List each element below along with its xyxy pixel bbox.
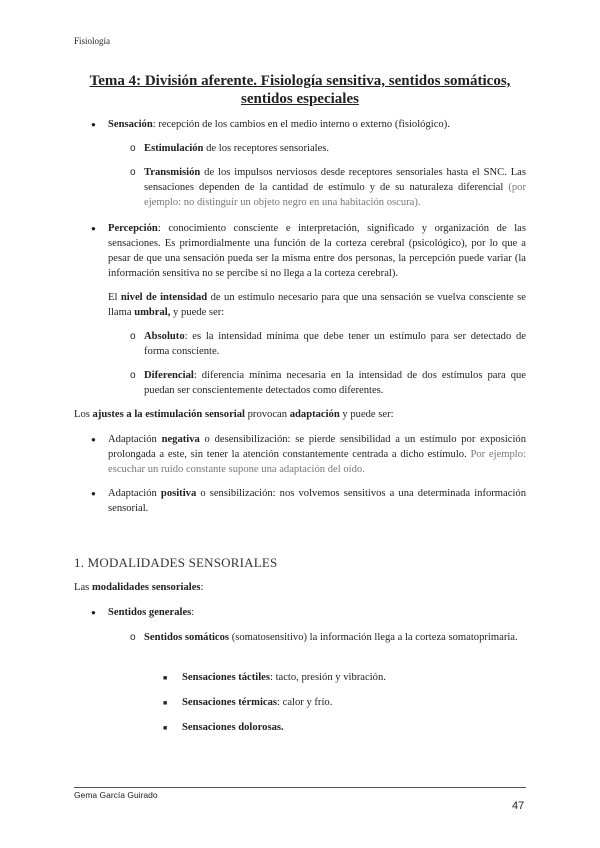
sensacion-paragraph: Sensación: recepción de los cambios en el medio interno o externo (fisiológico). [108, 119, 450, 130]
bullet-circle [130, 165, 136, 180]
transmision-item: Transmisión de los impulsos nerviosos desde receptores sensoriales hasta el SNC. Las sensaciones dependen de la cantidad de estímulo y de su naturaleza diferencial (por ejemplo: no distinguir un objeto negro en una habitación oscura). [144, 167, 526, 208]
page-number: 47 [512, 800, 525, 812]
adaptacion-positiva-item: Adaptación positiva o sensibilización: nos volvemos sensitivos a una determinada información sensorial. [108, 488, 526, 514]
footer-divider [74, 787, 526, 788]
sentidos-generales-item: Sentidos generales: [108, 607, 195, 618]
percepcion-paragraph: Percepción: conocimiento consciente e interpretación, significado y organización de las sensaciones. Es primordialmente una función de la corteza cerebral (psicológico), por lo que a pesar de que una sensación pueda ser la misma entre dos personas, la percepción puede variar (la información sensitiva no se percibe si no llega a la corteza cerebral). [108, 223, 526, 279]
example-note: Por ejemplo: escuchar un ruido constante supone una adaptación del oído. [108, 449, 526, 475]
chapter-title: Tema 4: División aferente. Fisiología sensitiva, sentidos somáticos, sentidos especiales [89, 73, 511, 107]
footer-author: Gema García Guirado [74, 790, 158, 800]
bullet-square [163, 695, 167, 711]
section-heading: 1. MODALIDADES SENSORIALES [74, 555, 278, 570]
absoluto-item: Absoluto: es la intensidad mínima que debe tener un estímulo para ser detectado de forma consciente. [144, 331, 526, 357]
sentidos-somaticos-item: Sentidos somáticos (somatosensitivo) la información llega a la corteza somatoprimaria. [144, 632, 518, 643]
diferencial-item: Diferencial: diferencia mínima necesaria en la intensidad de dos estímulos para que puedan ser conscientemente detectados como diferentes. [144, 370, 526, 396]
bullet-square [163, 720, 167, 736]
bullet-disc [91, 432, 96, 447]
bullet-disc [91, 486, 96, 501]
bullet-disc [91, 605, 96, 620]
bullet-disc [91, 221, 96, 236]
modalidades-intro: Las modalidades sensoriales: [74, 582, 204, 593]
adaptacion-negativa-item: Adaptación negativa o desensibilización: se pierde sensibilidad a un estímulo por exposición prolongada a este, sin tener la atención constantemente centrada a dicho estímulo. Por ejemplo: escuchar un ruido constante supone una adaptación del oído. [108, 434, 526, 475]
ajustes-paragraph: Los ajustes a la estimulación sensorial provocan adaptación y puede ser: [74, 409, 394, 420]
term-percepcion: Percepción [108, 223, 158, 234]
bullet-circle [130, 368, 136, 383]
sensaciones-tactiles-item: Sensaciones táctiles: tacto, presión y vibración. [182, 672, 386, 683]
sensaciones-dolorosas-item: Sensaciones dolorosas. [182, 722, 284, 733]
bullet-circle [130, 141, 136, 156]
sensaciones-termicas-item: Sensaciones térmicas: calor y frío. [182, 697, 333, 708]
term-sensacion: Sensación [108, 119, 153, 130]
umbral-paragraph: El nivel de intensidad de un estímulo necesario para que una sensación se vuelva consciente se llama umbral, y puede ser: [108, 292, 526, 318]
bullet-disc [91, 117, 96, 132]
bullet-circle [130, 329, 136, 344]
example-note: (por ejemplo: no distinguir un objeto negro en una habitación oscura). [144, 182, 526, 208]
running-header: Fisiología [74, 36, 111, 46]
bullet-square [163, 670, 167, 686]
bullet-circle [130, 630, 136, 645]
estimulacion-item: Estimulación de los receptores sensoriales. [144, 143, 330, 154]
